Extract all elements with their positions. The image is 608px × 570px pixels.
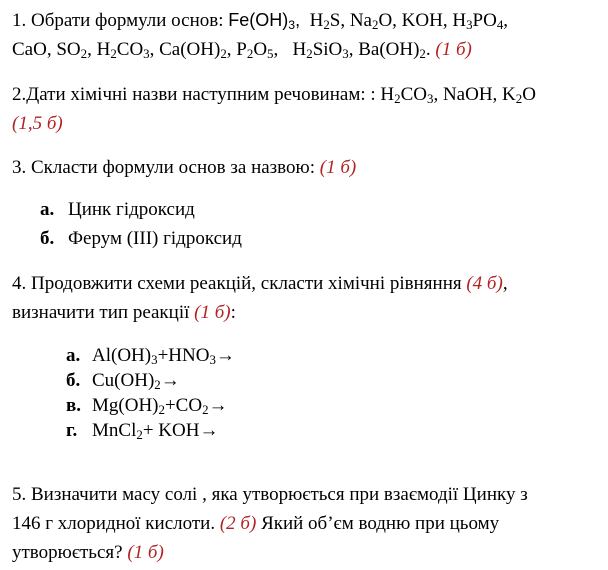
question-5-line-3: утворюється? (1 б) (12, 542, 164, 563)
item-letter: а. (66, 345, 81, 366)
question-3 (12, 153, 606, 182)
question-5-line-2: 146 г хлоридної кислоти. (2 б) Який об’єм водню при цьому (12, 513, 500, 534)
question-1-lead: 1. Обрати формули основ: (12, 10, 229, 31)
question-4-points-1: (4 б) (466, 273, 503, 294)
question-5-points-2: (1 б) (127, 542, 164, 563)
reaction-formula: $Al(OH)_3+HNO_3\to$ (92, 345, 235, 368)
reaction-c (66, 393, 228, 419)
reaction-formula: $Cu(OH)_2\to$ (92, 370, 180, 393)
question-4 (12, 269, 606, 327)
item-letter: г. (66, 420, 78, 441)
reaction-d (66, 418, 218, 444)
question-3-item-b (40, 226, 242, 252)
reaction-formula: $Mg(OH)_2+CO_2\to$ (92, 395, 228, 418)
question-5 (12, 480, 606, 567)
question-1 (12, 6, 606, 64)
question-4-points-2: (1 б) (194, 302, 231, 323)
question-3-item-a (40, 197, 195, 223)
question-5-line-1: 5. Визначити масу солі , яка утворюється при взаємодії Цинку з (12, 484, 528, 505)
question-1-points: (1 б) (435, 39, 472, 60)
question-2-points: (1,5 б) (12, 113, 63, 134)
question-2 (12, 80, 606, 138)
question-2-line-2 (12, 109, 606, 138)
reaction-b (66, 368, 180, 394)
question-2-line-1: 2.Дати хімічні назви наступним речовинам: : $H_2CO_3$, NaOH, $K_2O$ (12, 84, 536, 107)
question-5-points-1: (2 б) (219, 513, 257, 534)
question-1-line-2: CaO, $SO_2$, $H_2CO_3$, $Ca(OH)_2$, $P_2O_5$, $H_2SiO_3$, $Ba(OH)_2$. (1 б) (12, 39, 472, 62)
item-letter: б. (40, 228, 55, 249)
question-1-line-1: 1. Обрати формули основ: $Fe(OH)_3$, $H_2S$, $Na_2O$, KOH, $H_3PO_4$, (12, 10, 509, 33)
item-letter: в. (66, 395, 82, 416)
item-text: Цинк гідроксид (68, 199, 195, 220)
question-3-lead: 3. Скласти формули основ за назвою: (12, 157, 320, 178)
item-letter: а. (40, 199, 55, 220)
question-3-points: (1 б) (319, 157, 357, 178)
question-4-line-2: визначити тип реакції (1 б): (12, 302, 236, 323)
reaction-a (66, 343, 235, 369)
item-text: Ферум (ІІІ) гідроксид (68, 228, 242, 249)
question-4-line-1: 4. Продовжити схеми реакцій, скласти хімічні рівняння (4 б), (12, 273, 508, 294)
reaction-formula: MnCl$_2$+ KOH→ (92, 420, 219, 443)
item-letter: б. (66, 370, 81, 391)
question-2-lead: 2.Дати хімічні назви наступним речовинам: : (12, 84, 381, 105)
